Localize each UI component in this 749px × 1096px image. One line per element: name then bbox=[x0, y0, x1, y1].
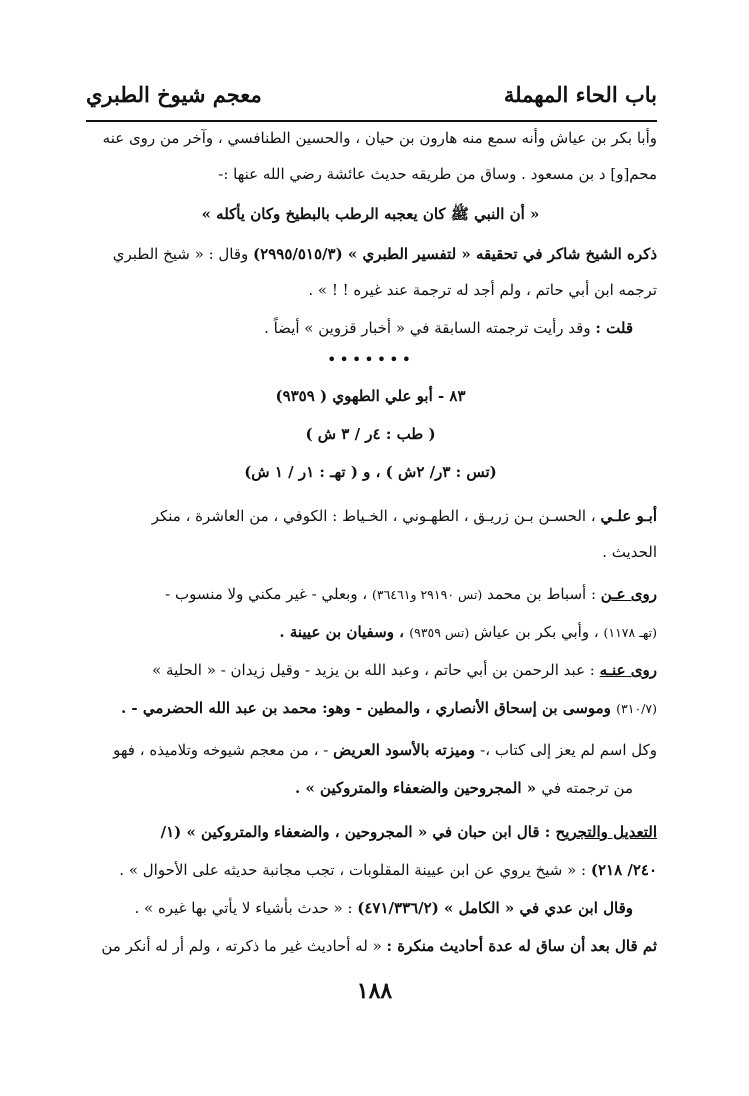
page-number: ١٨٨ bbox=[356, 978, 393, 1004]
separator-dots: ••••••• bbox=[326, 350, 415, 369]
source-codes-1: ( طب : ٤ر / ٣ ش ) bbox=[305, 425, 436, 443]
narrated-from-1: : أسباط بن محمد bbox=[482, 585, 601, 603]
text-line-7 bbox=[84, 502, 657, 530]
text-line-10 bbox=[84, 618, 657, 647]
text-line-18 bbox=[84, 932, 657, 960]
text-line-11 bbox=[84, 656, 657, 684]
citation-ref: ٢٤٠/ ٢١٨) bbox=[590, 861, 657, 879]
text-line-9 bbox=[84, 580, 657, 609]
text-line-8: الحديث . bbox=[602, 543, 657, 561]
source-codes-2: (تس : ٣ر/ ٢ش ) ، و ( تهـ : ١ر / ١ ش) bbox=[244, 463, 497, 481]
entry-title: ٨٣ - أبو علي الطهوي ( ٩٣٥٩) bbox=[275, 387, 466, 405]
entry-description: ، الحسـن بـن زريـق ، الطهـوني ، الخـياط : الكوفي ، من العاشرة ، منكر bbox=[151, 507, 601, 525]
jarh-tadil-label: التعديل والتجريح bbox=[555, 823, 657, 841]
hadith-quote: « أن النبي ﷺ كان يعجبه الرطب بالبطيخ وكان يأكله » bbox=[201, 205, 540, 223]
narrators-list: : عبد الرحمن بن أبي حاتم ، وعبد الله بن يزيد - وقيل زيدان - « الحلية » bbox=[152, 661, 600, 679]
narrated-from-3: ، وأبي بكر بن عياش bbox=[469, 623, 604, 641]
source-title: « المجروحين والضعفاء والمتروكين » . bbox=[295, 779, 542, 797]
text-line-4 bbox=[84, 240, 657, 268]
book-title: معجم شيوخ الطبري bbox=[86, 82, 262, 107]
ibn-adi-quote: : « حدث بأشياء لا يأتي بها غيره » . bbox=[134, 899, 358, 917]
narrated-from-2: ، وبعلي - غير مكني ولا منسوب - bbox=[165, 585, 372, 603]
citation-bold: ذكره الشيخ شاكر في تحقيقه « لتفسير الطبري » (٢٩٩٥/٥١٥/٣) bbox=[253, 245, 657, 263]
chapter-heading: باب الحاء المهملة bbox=[503, 82, 657, 107]
text-line-17 bbox=[84, 894, 657, 922]
text-line-12 bbox=[84, 694, 657, 723]
text-line-15 bbox=[84, 818, 657, 846]
ibn-hibban-quote: : « شيخ يروي عن ابن عيينة المقلوبات ، تجب مجانبة حديثه على الأحوال » . bbox=[119, 861, 591, 879]
text-line-2: محم[و] د بن مسعود . وساق من طريقه حديث عائشة رضي الله عنها :- bbox=[218, 165, 657, 183]
method-note-1: وكل اسم لم يعز إلى كتاب ،- bbox=[480, 741, 657, 759]
page-header bbox=[86, 74, 657, 122]
narrators-label: روى عنـه bbox=[599, 661, 657, 679]
text-line-1: وأبا بكر بن عياش وأنه سمع منه هارون بن حيان ، والحسين الطنافسي ، وآخر من روى عنه bbox=[102, 129, 657, 147]
method-note-bold: وميزته بالأسود العريض bbox=[333, 741, 481, 759]
text-line-14 bbox=[84, 774, 657, 802]
ibn-adi-citation: وقال ابن عدي في « الكامل » (٤٧١/٣٣٦/٢) bbox=[357, 899, 633, 917]
ref-code-1: (تس ٢٩١٩٠ و٣٦٤٦١) bbox=[371, 587, 483, 602]
citation-rest: وقال : « شيخ الطبري bbox=[112, 245, 254, 263]
note-label: قلت : bbox=[595, 319, 633, 337]
narrators-list-2: وموسى بن إسحاق الأنصاري ، والمطين - وهو: محمد بن عبد الله الحضرمي - . bbox=[120, 699, 617, 717]
text-line-13 bbox=[84, 736, 657, 764]
text-line-16 bbox=[84, 856, 657, 884]
ref-code-2: (تهـ ١١٧٨) bbox=[603, 625, 657, 640]
ref-code-4: (٣١٠/٧) bbox=[616, 701, 657, 716]
narrated-from-4: ، وسفيان بن عيينة . bbox=[279, 623, 410, 641]
text-line-5: ترجمه ابن أبي حاتم ، ولم أجد له ترجمة عند غيره ! ! » . bbox=[308, 281, 657, 299]
narrated-from-label: روى عـن bbox=[600, 585, 657, 603]
note-text: وقد رأيت ترجمته السابقة في « أخبار قزوين » أيضاً . bbox=[264, 319, 596, 337]
ibn-hibban-citation: : قال ابن حبان في « المجروحين ، والضعفاء والمتروكين » (١/ bbox=[160, 823, 556, 841]
ibn-adi-intro: ثم قال بعد أن ساق له عدة أحاديث منكرة : bbox=[386, 937, 657, 955]
ref-code-3: (تس ٩٣٥٩) bbox=[409, 625, 470, 640]
entry-kunya: أبـو علـي bbox=[600, 507, 657, 525]
source-note: من ترجمته في bbox=[541, 779, 633, 797]
text-line-6 bbox=[84, 314, 657, 342]
ibn-adi-quote-2: « له أحاديث غير ما ذكرته ، ولم أر له أنكر من bbox=[101, 937, 387, 955]
method-note-2: - ، من معجم شيوخه وتلاميذه ، فهو bbox=[113, 741, 334, 759]
